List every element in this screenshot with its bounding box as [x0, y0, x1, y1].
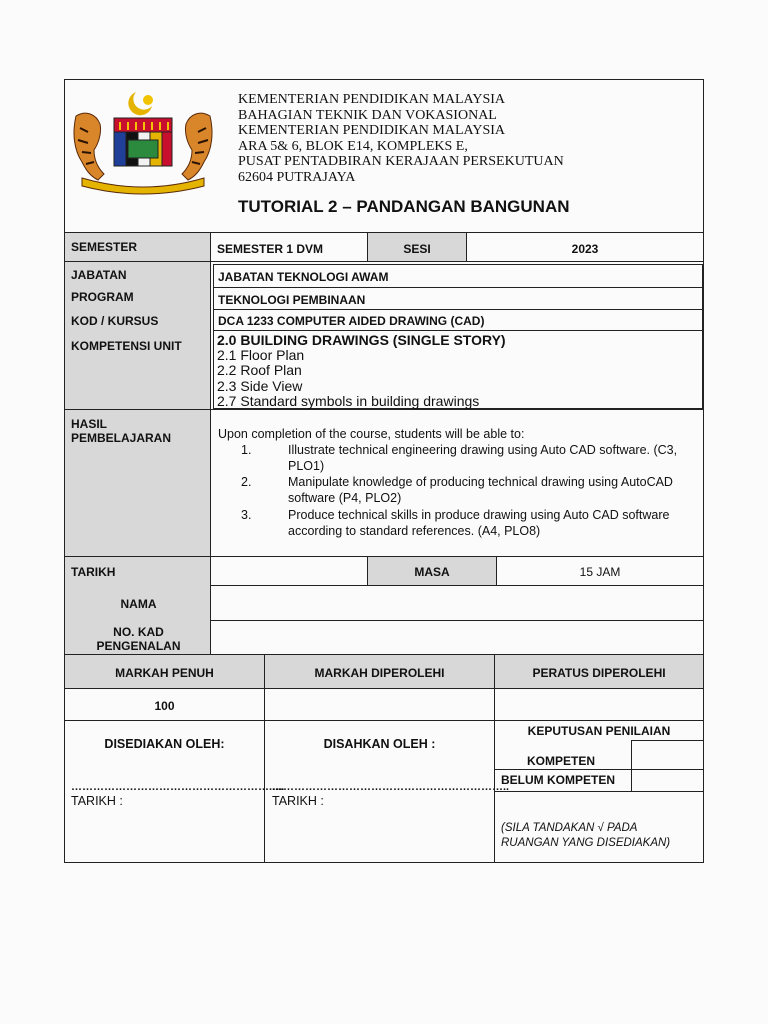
nama-label: NAMA: [120, 597, 157, 611]
tarikh-label-column: [64, 556, 211, 655]
disediakan-cell: [64, 720, 285, 863]
tick-instruction-note: [501, 821, 670, 851]
kompetensi-unit-label: KOMPETENSI UNIT: [71, 339, 182, 353]
outcome-text-line: Produce technical skills in produce drawing using Auto CAD software: [288, 508, 670, 522]
ministry-line: 62604 PUTRAJAYA: [238, 169, 356, 185]
outcome-number: 2.: [241, 475, 252, 489]
nama-input-cell[interactable]: [210, 585, 704, 621]
outcome-text-line: according to standard references. (A4, PLO8): [288, 524, 541, 538]
markah-penuh-value-cell: [64, 688, 265, 721]
markah-penuh-label: MARKAH PENUH: [115, 666, 214, 680]
outcome-number: 3.: [241, 508, 252, 522]
kompetensi-item: 2.1 Floor Plan: [217, 347, 305, 363]
markah-penuh-header: [64, 654, 265, 689]
note-line: (SILA TANDAKAN √ PADA: [501, 822, 638, 834]
divider: [494, 791, 704, 792]
outcome-text-line: Illustrate technical engineering drawing using Auto CAD software. (C3,: [288, 443, 678, 457]
ministry-line: BAHAGIAN TEKNIK DAN VOKASIONAL: [238, 107, 497, 123]
semester-value: SEMESTER 1 DVM: [217, 242, 324, 256]
outcome-item: [288, 474, 698, 506]
belum-kompeten-label: BELUM KOMPETEN: [501, 773, 615, 787]
jabatan-value-cell: [213, 264, 703, 288]
kompetensi-list: [217, 348, 479, 409]
belum-kompeten-checkbox[interactable]: [631, 769, 704, 792]
sesi-value: 2023: [571, 242, 599, 256]
program-value: TEKNOLOGI PEMBINAAN: [218, 293, 366, 307]
markah-diperolehi-label: MARKAH DIPEROLEHI: [314, 666, 445, 680]
tarikh-input-cell[interactable]: [210, 556, 368, 586]
ministry-address: [238, 92, 678, 185]
kompeten-checkbox[interactable]: [631, 740, 704, 770]
disediakan-label: DISEDIAKAN OLEH:: [104, 737, 225, 751]
masa-value: 15 JAM: [579, 565, 621, 579]
kompetensi-item: 2.3 Side View: [217, 377, 303, 394]
kod-kursus-value: DCA 1233 COMPUTER AIDED DRAWING (CAD): [218, 314, 485, 328]
ministry-line: PUSAT PENTADBIRAN KERAJAAN PERSEKUTUAN: [238, 154, 564, 169]
info-label-column: [64, 261, 211, 410]
kod-kursus-label: KOD / KURSUS: [71, 314, 159, 328]
kompeten-label: KOMPETEN: [527, 754, 596, 768]
masa-label-cell: [367, 556, 497, 586]
disahkan-label: DISAHKAN OLEH :: [323, 737, 436, 751]
outcome-text-line: software (P4, PLO2): [288, 491, 402, 505]
ministry-line: KEMENTERIAN PENDIDIKAN MALAYSIA: [238, 92, 506, 107]
outcome-text-line: Manipulate knowledge of producing technical drawing using AutoCAD: [288, 475, 673, 489]
hasil-label-cell: [64, 409, 211, 557]
hasil-intro: Upon completion of the course, students will be able to:: [218, 427, 525, 441]
hasil-value-cell: [210, 409, 704, 557]
keputusan-label: KEPUTUSAN PENILAIAN: [527, 724, 671, 738]
kompetensi-item: 2.2 Roof Plan: [217, 362, 302, 379]
masa-value-cell: [496, 556, 704, 586]
semester-label-cell: [64, 232, 211, 262]
sesi-label: SESI: [403, 242, 431, 256]
markah-diperolehi-header: [264, 654, 495, 689]
outcome-item: [288, 442, 698, 474]
sesi-value-cell: [466, 232, 704, 262]
program-value-cell: [213, 287, 703, 310]
ministry-line: ARA 5& 6, BLOK E14, KOMPLEKS E,: [238, 138, 468, 154]
tarikh-right-label: TARIKH :: [272, 794, 324, 808]
peratus-diperolehi-header: [494, 654, 704, 689]
signature-line-left: ……………………………………………….....: [71, 781, 285, 793]
peratus-diperolehi-input[interactable]: [494, 688, 704, 721]
kad-label-line1: NO. KAD: [113, 625, 164, 639]
kompetensi-title: 2.0 BUILDING DRAWINGS (SINGLE STORY): [217, 332, 506, 348]
semester-label: SEMESTER: [71, 240, 138, 254]
outcome-item: [288, 507, 698, 539]
tarikh-label: TARIKH: [71, 565, 116, 579]
peratus-diperolehi-label: PERATUS DIPEROLEHI: [532, 666, 666, 680]
kad-label-line2: PENGENALAN: [96, 639, 181, 653]
signature-line-right: ………………………………………………………..: [272, 781, 510, 793]
note-line: RUANGAN YANG DISEDIAKAN): [501, 837, 671, 849]
page-title: TUTORIAL 2 – PANDANGAN BANGUNAN: [238, 197, 570, 216]
masa-label: MASA: [414, 565, 450, 579]
kod-value-cell: [213, 309, 703, 331]
markah-diperolehi-input[interactable]: [264, 688, 495, 721]
disahkan-cell: [264, 720, 510, 863]
malaysia-crest-icon: [68, 88, 218, 200]
hasil-label-line2: PEMBELAJARAN: [71, 431, 172, 445]
semester-value-cell: [210, 232, 368, 262]
outcome-number: 1.: [241, 443, 252, 457]
tarikh-left-label: TARIKH :: [71, 794, 123, 808]
kad-pengenalan-input-cell[interactable]: [210, 620, 704, 655]
jabatan-label: JABATAN: [71, 268, 127, 282]
outcome-text-line: PLO1): [288, 459, 325, 473]
hasil-label-line1: HASIL: [71, 417, 107, 431]
jabatan-value: JABATAN TEKNOLOGI AWAM: [218, 270, 389, 284]
ministry-line: KEMENTERIAN PENDIDIKAN MALAYSIA: [238, 123, 506, 138]
kompetensi-item: 2.7 Standard symbols in building drawings: [217, 392, 480, 409]
kompetensi-value-cell: [213, 330, 703, 409]
sesi-label-cell: [367, 232, 467, 262]
program-label: PROGRAM: [71, 290, 134, 304]
markah-penuh-value: 100: [154, 699, 175, 713]
